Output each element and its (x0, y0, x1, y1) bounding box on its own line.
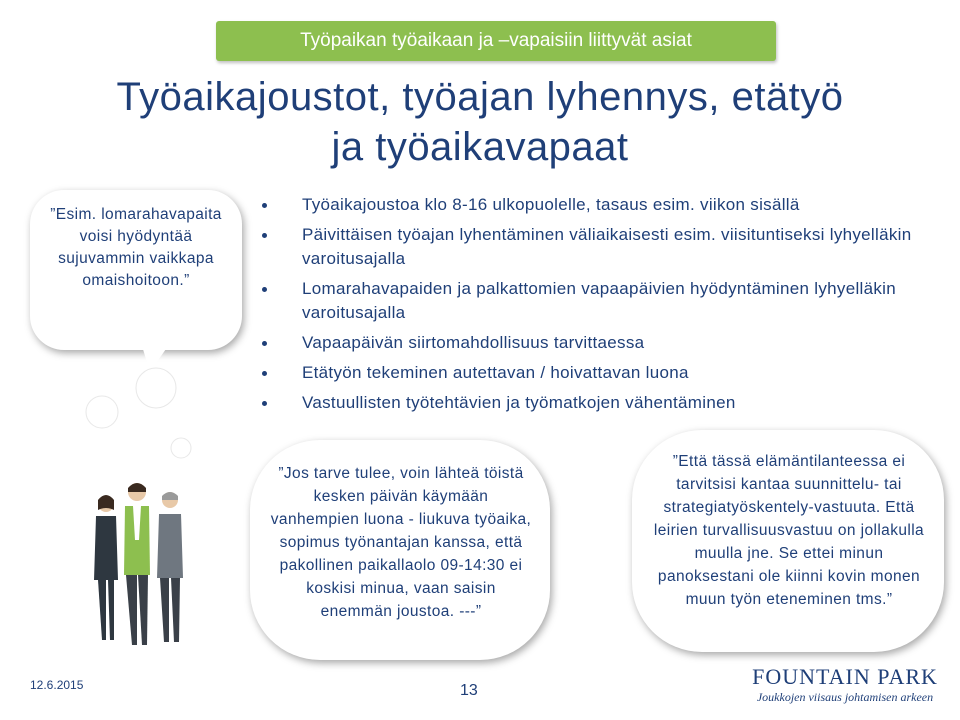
bullet-item: Työaikajoustoa klo 8-16 ulkopuolelle, tasaus esim. viikon sisällä (262, 193, 942, 217)
quote-text-right: ”Että tässä elämäntilanteessa ei tarvitsisi kantaa suunnittelu- tai strategiatyöskentely-vastuuta. Että leirien turvallisuusvastuu on jollakulla muulla jne. Se ettei minun panoksestani ole kiinni kovin monen muun työn eteneminen tms.” (653, 453, 925, 608)
bullet-item: Etätyön tekeminen autettavan / hoivattavan luona (262, 361, 942, 385)
person-man-icon (157, 492, 183, 642)
person-man-icon (124, 483, 150, 645)
brand-logo (750, 665, 940, 705)
section-banner: Työpaikan työaikaan ja –vapaisiin liittyvät asiat (216, 21, 776, 61)
bullet-item: Vastuullisten työtehtävien ja työmatkojen vähentäminen (262, 391, 942, 415)
footer-date: 12.6.2015 (30, 678, 84, 692)
brand-tagline: Joukkojen viisaus johtamisen arkeen (756, 690, 934, 704)
quote-text-left: ”Esim. lomarahavapaita voisi hyödyntää sujuvammin vaikkapa omaishoitoon.” (50, 206, 222, 289)
bullet-item: Päivittäisen työajan lyhentäminen väliaikaisesti esim. viisituntiseksi lyhyelläkin varoitusajalla (262, 223, 942, 271)
page-number: 13 (460, 682, 478, 699)
title-line-1: Työaikajoustot, työajan lyhennys, etätyö (116, 75, 844, 119)
people-illustration (82, 460, 192, 660)
quote-text-middle: ”Jos tarve tulee, voin lähteä töistä kesken päivän käymään vanhempien luona - liukuva työaika, sopimus työnantajan kanssa, että pakollinen paikallaolo 09-14:30 ei koskisi minua, vaan saisin enemmän joustoa. ---” (270, 465, 532, 620)
thought-bubble (86, 396, 118, 428)
person-woman-icon (94, 495, 118, 640)
bullet-item: Vapaapäivän siirtomahdollisuus tarvittaessa (262, 331, 942, 355)
thought-bubble (171, 438, 191, 458)
bullet-item: Lomarahavapaiden ja palkattomien vapaapäivien hyödyntäminen lyhyelläkin varoitusajalla (262, 277, 942, 325)
thought-bubble (136, 368, 176, 408)
brand-name: FOUNTAIN PARK (752, 664, 938, 689)
title-line-2: ja työaikavapaat (331, 125, 629, 169)
